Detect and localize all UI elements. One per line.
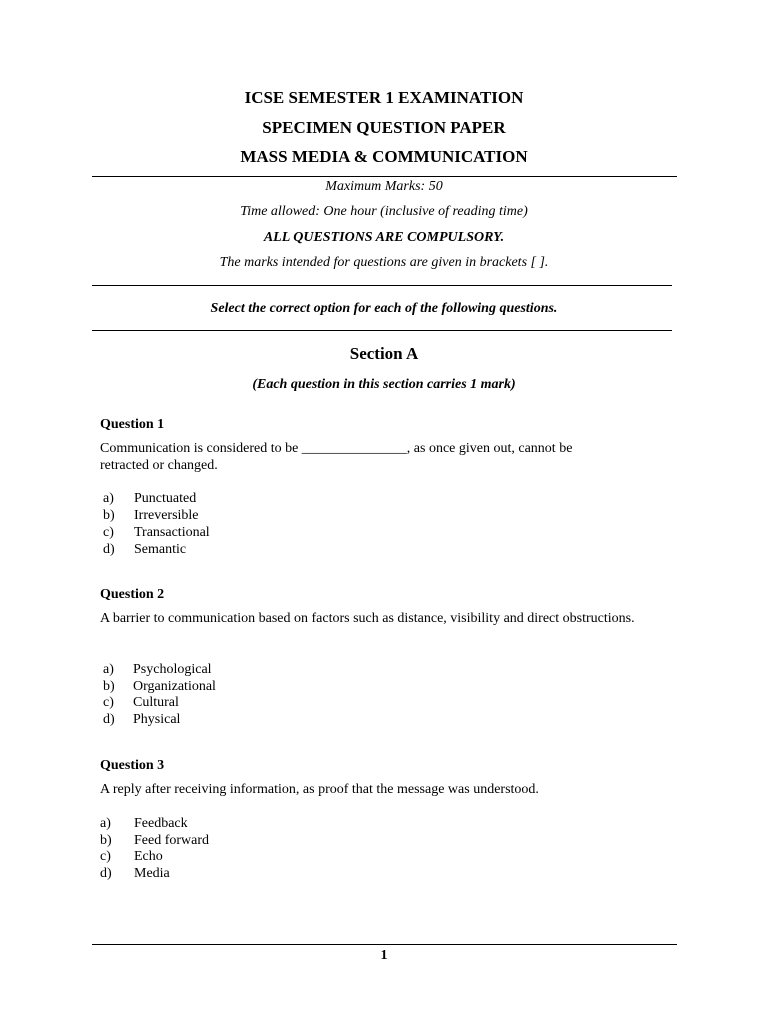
q3-option-c: Echo xyxy=(134,849,163,864)
q1-option-d: Semantic xyxy=(134,542,187,557)
q2-option-d-letter: d) xyxy=(103,712,115,727)
question-2-text: A barrier to communication based on factors such as distance, visibility and direct obstructions. xyxy=(100,611,635,626)
compulsory-note: ALL QUESTIONS ARE COMPULSORY. xyxy=(263,230,505,245)
q1-option-d-letter: d) xyxy=(103,542,115,557)
question-1-heading: Question 1 xyxy=(100,417,165,432)
info-divider xyxy=(92,285,672,286)
q3-option-d-letter: d) xyxy=(100,866,112,881)
max-marks: Maximum Marks: 50 xyxy=(325,179,443,194)
q3-option-d: Media xyxy=(134,866,170,881)
q2-option-b-letter: b) xyxy=(103,679,115,694)
q1-option-a-letter: a) xyxy=(103,491,114,506)
question-1-text-line2: retracted or changed. xyxy=(100,458,218,473)
page-number: 1 xyxy=(380,948,388,963)
q2-option-a: Psychological xyxy=(133,662,212,677)
marks-note: The marks intended for questions are given in brackets [ ]. xyxy=(219,255,549,270)
q1-option-a: Punctuated xyxy=(134,491,197,506)
q1-option-c-letter: c) xyxy=(103,525,114,540)
q3-option-b: Feed forward xyxy=(134,833,210,848)
instruction-text: Select the correct option for each of the following questions. xyxy=(210,301,558,316)
q3-option-c-letter: c) xyxy=(100,849,111,864)
q2-option-d: Physical xyxy=(133,712,181,727)
question-1-text-line1: Communication is considered to be _______________, as once given out, cannot be xyxy=(100,441,573,456)
q3-option-a: Feedback xyxy=(134,816,188,831)
question-3-text: A reply after receiving information, as proof that the message was understood. xyxy=(100,782,539,797)
q2-option-b: Organizational xyxy=(133,679,216,694)
question-3-heading: Question 3 xyxy=(100,758,165,773)
exam-title: ICSE SEMESTER 1 EXAMINATION xyxy=(244,88,524,107)
q1-option-c: Transactional xyxy=(134,525,210,540)
question-2-heading: Question 2 xyxy=(100,587,165,602)
subject-title: MASS MEDIA & COMMUNICATION xyxy=(240,147,528,166)
footer-divider xyxy=(92,944,677,945)
q1-option-b-letter: b) xyxy=(103,508,115,523)
section-subtitle: (Each question in this section carries 1 mark) xyxy=(252,377,516,392)
q3-option-b-letter: b) xyxy=(100,833,112,848)
q2-option-c: Cultural xyxy=(133,695,179,710)
paper-subtitle: SPECIMEN QUESTION PAPER xyxy=(262,118,506,137)
q2-option-c-letter: c) xyxy=(103,695,114,710)
time-allowed: Time allowed: One hour (inclusive of reading time) xyxy=(240,204,528,219)
q2-option-a-letter: a) xyxy=(103,662,114,677)
q1-option-b: Irreversible xyxy=(134,508,199,523)
header-divider xyxy=(92,176,677,177)
q3-option-a-letter: a) xyxy=(100,816,111,831)
section-title: Section A xyxy=(349,344,419,363)
instruction-divider xyxy=(92,330,672,331)
